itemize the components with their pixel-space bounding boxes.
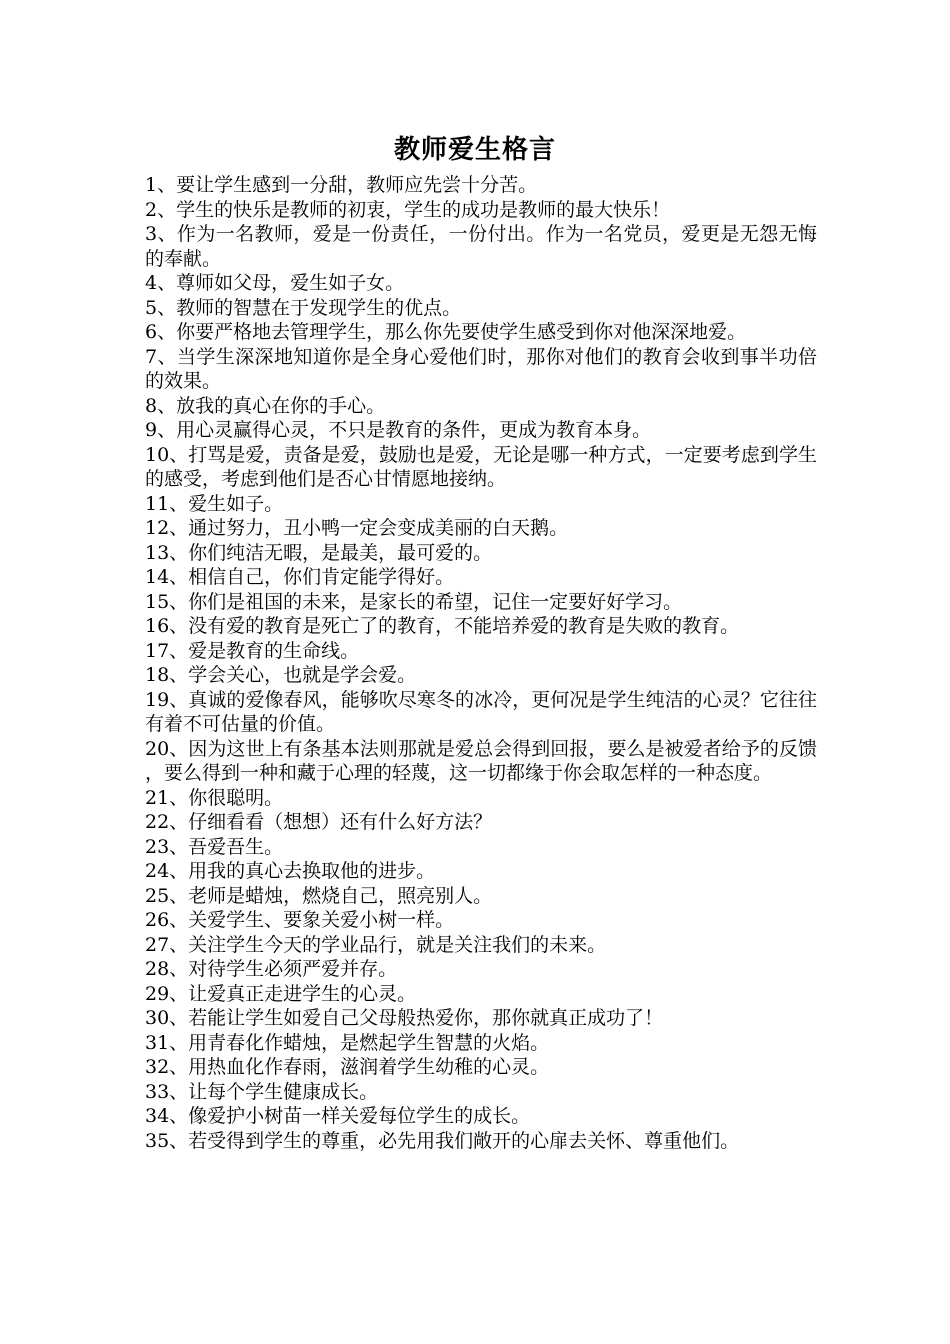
page-title: 教师爱生格言 xyxy=(393,135,556,165)
list-item: 14、相信自己，你们肯定能学得好。 xyxy=(145,566,455,588)
list-item: 8、放我的真心在你的手心。 xyxy=(145,394,386,417)
list-item: 3、作为一名教师，爱是一份责任，一份付出。作为一名党员，爱更是无怨无悔的奉献。 xyxy=(145,223,817,270)
list-item: 18、学会关心，也就是学会爱。 xyxy=(145,664,417,686)
list-item: 26、关爱学生、要象关爱小树一样。 xyxy=(145,909,455,931)
maxim-list xyxy=(145,173,817,1153)
list-item: 29、让爱真正走进学生的心灵。 xyxy=(145,982,417,1005)
list-item: 24、用我的真心去换取他的进步。 xyxy=(145,860,436,882)
list-item: 13、你们纯洁无暇，是最美，最可爱的。 xyxy=(145,541,493,564)
list-item: 20、因为这世上有条基本法则那就是爱总会得到回报，要么是被爱者给予的反馈，要么得到一种和藏于心理的轻蔑，这一切都缘于你会取怎样的一种态度。 xyxy=(145,737,817,784)
list-item: 31、用青春化作蜡烛，是燃起学生智慧的火焰。 xyxy=(145,1031,550,1054)
list-item: 5、教师的智慧在于发现学生的优点。 xyxy=(145,296,462,319)
list-item: 6、你要严格地去管理学生，那么你先要使学生感受到你对他深深地爱。 xyxy=(145,321,747,343)
list-item: 23、吾爱吾生。 xyxy=(145,835,284,858)
list-item: 28、对待学生必须严爱并存。 xyxy=(145,958,398,980)
list-item: 32、用热血化作春雨，滋润着学生幼稚的心灵。 xyxy=(145,1056,550,1078)
list-item: 35、若受得到学生的尊重，必先用我们敞开的心扉去关怀、尊重他们。 xyxy=(145,1129,740,1152)
list-item: 16、没有爱的教育是死亡了的教育，不能培养爱的教育是失败的教育。 xyxy=(145,615,740,637)
list-item: 4、尊师如父母，爱生如子女。 xyxy=(145,272,405,294)
list-item: 34、像爱护小树苗一样关爱每位学生的成长。 xyxy=(145,1105,531,1127)
list-item: 30、若能让学生如爱自己父母般热爱你，那你就真正成功了！ xyxy=(145,1007,664,1029)
list-item: 33、让每个学生健康成长。 xyxy=(145,1080,379,1103)
list-item: 19、真诚的爱像春风，能够吹尽寒冬的冰冷，更何况是学生纯洁的心灵？它往往有着不可估量的价值。 xyxy=(145,688,817,735)
list-item: 7、当学生深深地知道你是全身心爱他们时，那你对他们的教育会收到事半功倍的效果。 xyxy=(145,345,817,392)
list-item: 25、老师是蜡烛，燃烧自己，照亮别人。 xyxy=(145,884,493,907)
list-item: 12、通过努力，丑小鸭一定会变成美丽的白天鹅。 xyxy=(145,517,569,539)
list-item: 10、打骂是爱，责备是爱，鼓励也是爱，无论是哪一种方式，一定要考虑到学生的感受，考虑到他们是否心甘情愿地接纳。 xyxy=(145,443,817,490)
list-item: 22、仔细看看（想想）还有什么好方法？ xyxy=(145,811,493,833)
list-item: 9、用心灵赢得心灵，不只是教育的条件，更成为教育本身。 xyxy=(145,419,652,441)
list-item: 15、你们是祖国的未来，是家长的希望，记住一定要好好学习。 xyxy=(145,590,683,613)
list-item: 11、爱生如子。 xyxy=(145,492,284,515)
list-item: 27、关注学生今天的学业品行，就是关注我们的未来。 xyxy=(145,933,607,956)
list-item: 2、学生的快乐是教师的初衷，学生的成功是教师的最大快乐！ xyxy=(145,198,671,221)
list-item: 21、你很聪明。 xyxy=(145,786,284,809)
list-item: 17、爱是教育的生命线。 xyxy=(145,639,360,662)
list-item: 1、要让学生感到一分甜，教师应先尝十分苦。 xyxy=(145,174,538,196)
